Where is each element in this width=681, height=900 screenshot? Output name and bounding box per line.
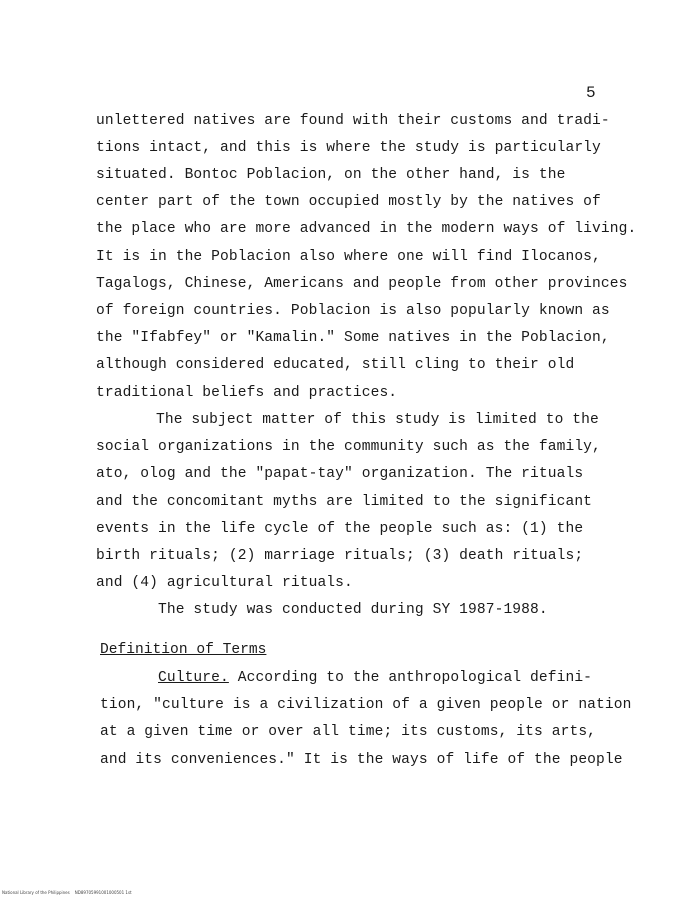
library-footer: National Library of the Philippines ND89705991001000501 1st (2, 890, 132, 895)
text-line: situated. Bontoc Poblacion, on the other hand, is the (96, 167, 566, 183)
section-heading: Definition of Terms (100, 642, 267, 658)
text-line: events in the life cycle of the people such as: (1) the (96, 521, 584, 537)
definition-first-line-text: According to the anthropological defini- (228, 670, 593, 686)
text-line: The subject matter of this study is limited to the (156, 412, 599, 428)
paragraph-3: The study was conducted during SY 1987-1988. (158, 602, 548, 618)
text-line: of foreign countries. Poblacion is also popularly known as (96, 303, 610, 319)
text-line: unlettered natives are found with their customs and tradi- (96, 113, 610, 129)
text-line: the "Ifabfey" or "Kamalin." Some natives in the Poblacion, (96, 330, 610, 346)
text-line: tion, "culture is a civilization of a given people or nation (100, 697, 632, 713)
text-line: and the concomitant myths are limited to the significant (96, 494, 593, 510)
text-line: and its conveniences." It is the ways of life of the people (100, 752, 623, 768)
definition-first-line (158, 670, 592, 686)
text-line: ato, olog and the "papat-tay" organization. The rituals (96, 466, 584, 482)
text-line: social organizations in the community such as the family, (96, 439, 601, 455)
definition-term: Culture. (158, 670, 229, 686)
text-line: at a given time or over all time; its customs, its arts, (100, 724, 597, 740)
text-line: and (4) agricultural rituals. (96, 575, 353, 591)
text-line: traditional beliefs and practices. (96, 385, 398, 401)
text-line: center part of the town occupied mostly by the natives of (96, 194, 601, 210)
text-line: although considered educated, still cling to their old (96, 357, 575, 373)
text-line: Tagalogs, Chinese, Americans and people from other provinces (96, 276, 628, 292)
text-line: the place who are more advanced in the modern ways of living. (96, 221, 637, 237)
text-line: tions intact, and this is where the study is particularly (96, 140, 601, 156)
page-number: 5 (586, 84, 596, 102)
text-line: birth rituals; (2) marriage rituals; (3) death rituals; (96, 548, 584, 564)
text-line: It is in the Poblacion also where one will find Ilocanos, (96, 249, 601, 265)
